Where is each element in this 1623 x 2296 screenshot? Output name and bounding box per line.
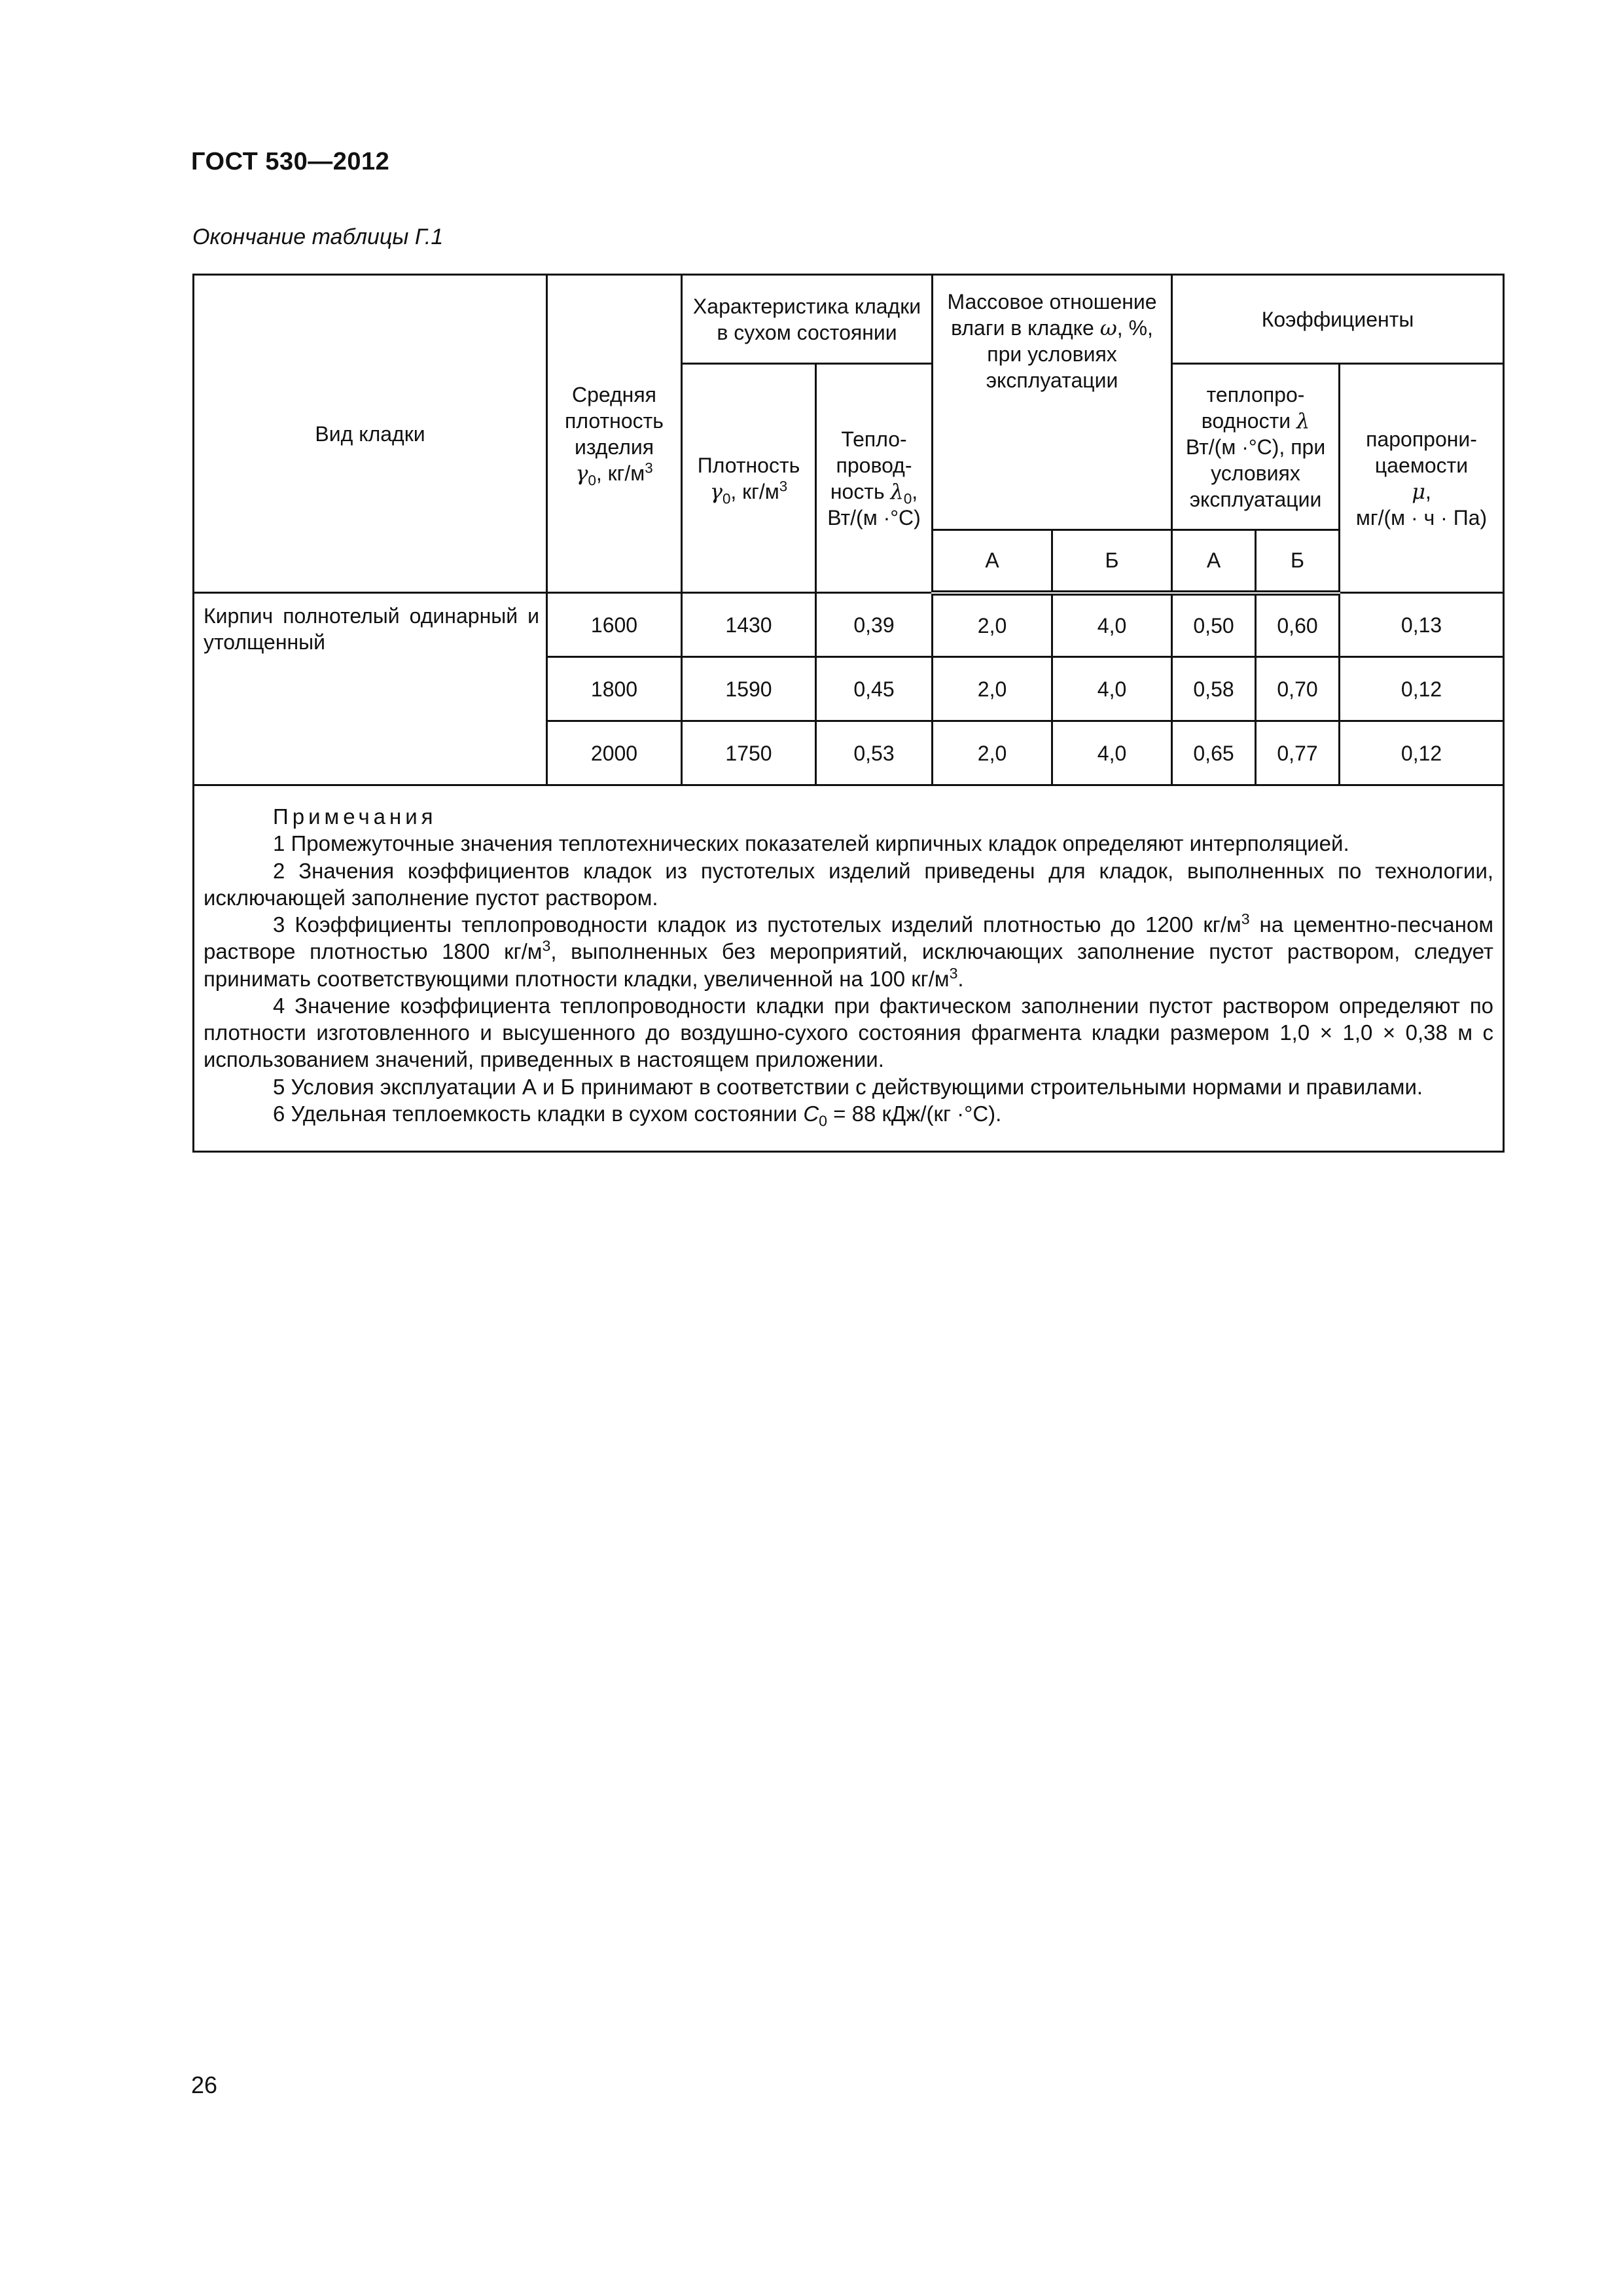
note-6-subscript: 0	[819, 1112, 827, 1130]
gamma-symbol: γ	[575, 460, 588, 486]
note-5: 5 Условия эксплуатации А и Б принимают в соответствии с действующими строительными нормами и правилами.	[273, 1074, 1423, 1099]
cell-dry-conductivity: 0,45	[816, 657, 933, 721]
note-4: 4 Значение коэффициента теплопроводности кладки при фактическом заполнении пустот раствором определяют по плотности изготовленного и высушенного до воздушно-сухого состояния фрагмента кладки размером 1,0 × 1,0 × 0,38 м с использованием значений, приведенных в настоящем приложении.	[204, 993, 1494, 1072]
note-3-part-2: на цементно-песчаном растворе плотностью 1800 кг/м	[204, 912, 1494, 964]
notes-block	[194, 785, 1504, 1152]
gamma-subscript: 0	[722, 490, 731, 507]
header-conductivity-text: теплопро-водности	[1201, 382, 1305, 433]
cell-moisture-b: 4,0	[1052, 721, 1172, 785]
superscript: 3	[1241, 910, 1250, 927]
lambda-symbol: λ	[890, 478, 904, 504]
superscript: 3	[949, 964, 958, 982]
page-number: 26	[191, 2072, 218, 2098]
cell-lambda-b: 0,77	[1256, 721, 1340, 785]
unit-superscript: 3	[645, 459, 653, 476]
notes-title-text: Примечания	[273, 804, 437, 829]
cell-lambda-b: 0,70	[1256, 657, 1340, 721]
note-2: 2 Значения коэффициентов кладок из пустотелых изделий приведены для кладок, выполненных по технологии, исключающей заполнение пустот раствором.	[204, 858, 1494, 910]
header-moisture-a: А	[933, 530, 1052, 593]
unit-superscript: 3	[779, 477, 788, 494]
note-6	[204, 1100, 1493, 1130]
header-dry-density-text: Плотность	[697, 453, 800, 477]
note-3-part-3: , выполненных без мероприятий, исключающих заполнение пустот раствором, следует принимать соответствующими плотности кладки, увеличенной на 100 кг/м	[204, 939, 1494, 991]
header-dry-group: Характеристика кладки в сухом состоянии	[682, 275, 933, 364]
cell-avg-density: 1600	[547, 593, 682, 657]
header-lambda-a: А	[1172, 530, 1256, 593]
header-conductivity	[1172, 364, 1340, 530]
header-avg-density-unit: , кг/м	[596, 461, 645, 485]
cell-mu: 0,13	[1340, 593, 1504, 657]
note-6-part-2: = 88 кДж/(кг ·°С).	[827, 1101, 1002, 1126]
header-dry-conductivity-text: Тепло-провод-ность	[830, 427, 912, 503]
omega-symbol: ω	[1099, 315, 1117, 340]
cell-moisture-b: 4,0	[1052, 657, 1172, 721]
cell-lambda-a: 0,58	[1172, 657, 1256, 721]
cell-dry-density: 1750	[682, 721, 816, 785]
header-vapour-rest: мг/(м · ч · Па)	[1355, 505, 1488, 529]
header-conductivity-rest: Вт/(м ·°С), при условиях эксплуатации	[1185, 435, 1326, 511]
cell-lambda-b: 0,60	[1256, 593, 1340, 657]
header-lambda-b: Б	[1256, 530, 1340, 593]
lambda-symbol: λ	[1296, 408, 1310, 433]
cell-moisture-b: 4,0	[1052, 593, 1172, 657]
cell-mu: 0,12	[1340, 721, 1504, 785]
header-dry-density	[682, 364, 816, 593]
header-moisture-rest: , %, при условиях эксплуатации	[986, 316, 1153, 392]
header-moisture	[933, 275, 1172, 530]
mu-symbol: μ	[1412, 478, 1425, 504]
cell-dry-density: 1590	[682, 657, 816, 721]
cell-avg-density: 2000	[547, 721, 682, 785]
header-dry-conductivity-unit: Вт/(м ·°С)	[827, 505, 921, 529]
row-kind-label: Кирпич полнотелый одинарный и утолщенный	[194, 593, 547, 785]
notes-title	[204, 803, 1493, 830]
cell-mu: 0,12	[1340, 657, 1504, 721]
header-dry-density-unit: , кг/м	[730, 479, 779, 503]
superscript: 3	[542, 937, 551, 955]
header-vapour-text: паропрони-цаемости	[1366, 427, 1477, 477]
note-6-symbol: С	[803, 1101, 819, 1126]
cell-moisture-a: 2,0	[933, 657, 1052, 721]
cell-lambda-a: 0,50	[1172, 593, 1256, 657]
header-avg-density	[547, 275, 682, 593]
header-moisture-text: Массовое отношение влаги в кладке	[947, 290, 1157, 340]
note-6-part-1: 6 Удельная теплоемкость кладки в сухом состоянии	[273, 1101, 804, 1126]
header-dry-conductivity: Тепло-провод-ность $\lambda_0$, Вт/(м ·°С)	[816, 364, 933, 593]
document-header: ГОСТ 530—2012	[191, 148, 390, 175]
data-table	[192, 274, 1505, 1153]
table-caption: Окончание таблицы Г.1	[192, 224, 444, 249]
header-kind: Вид кладки	[194, 275, 547, 593]
cell-moisture-a: 2,0	[933, 721, 1052, 785]
note-1: 1 Промежуточные значения теплотехнических показателей кирпичных кладок определяют интерполяцией.	[273, 831, 1349, 856]
cell-moisture-a: 2,0	[933, 593, 1052, 657]
header-coefficients: Коэффициенты	[1172, 275, 1504, 364]
gamma-symbol: γ	[709, 478, 722, 504]
cell-dry-conductivity: 0,39	[816, 593, 933, 657]
lambda-subscript: 0	[903, 490, 912, 507]
cell-avg-density: 1800	[547, 657, 682, 721]
note-3	[204, 911, 1493, 992]
cell-dry-density: 1430	[682, 593, 816, 657]
gamma-subscript: 0	[588, 471, 596, 488]
cell-lambda-a: 0,65	[1172, 721, 1256, 785]
note-3-part-1: 3 Коэффициенты теплопроводности кладок из пустотелых изделий плотностью до 1200 кг/м	[273, 912, 1241, 937]
header-avg-density-text: Средняя плотность изделия	[565, 382, 664, 459]
header-vapour: паропрони-цаемости μ, мг/(м · ч · Па)	[1340, 364, 1504, 593]
cell-dry-conductivity: 0,53	[816, 721, 933, 785]
note-3-part-4: .	[957, 966, 964, 991]
header-moisture-b: Б	[1052, 530, 1172, 593]
